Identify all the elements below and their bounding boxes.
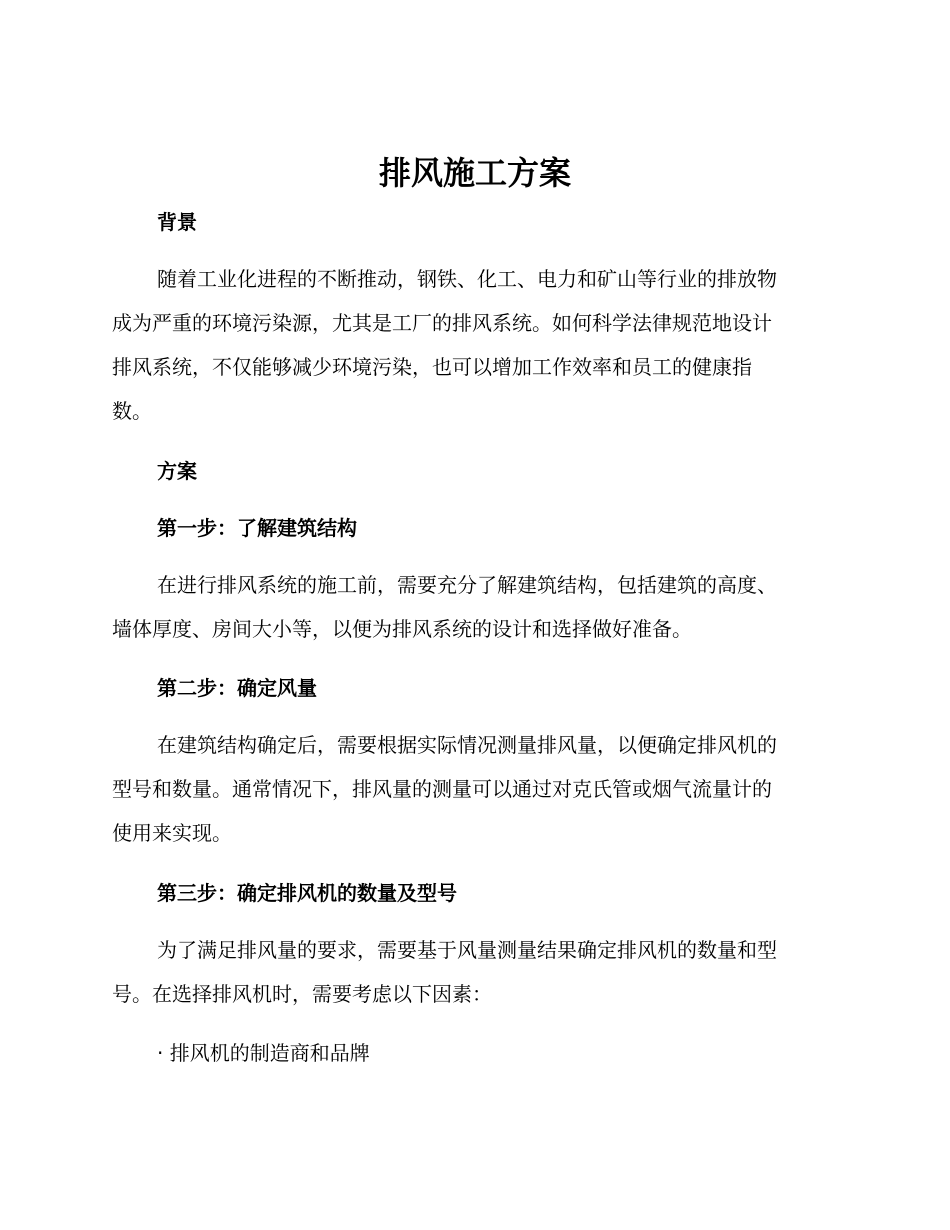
paragraph-line: 数。 bbox=[112, 399, 152, 423]
step1-heading: 第一步：了解建筑结构 bbox=[157, 516, 357, 540]
background-paragraph bbox=[112, 257, 834, 433]
paragraph-line: 排风系统，不仅能够减少环境污染，也可以增加工作效率和员工的健康指 bbox=[112, 355, 752, 379]
paragraph-line: 型号和数量。通常情况下，排风量的测量可以通过对克氏管或烟气流量计的 bbox=[112, 777, 772, 801]
paragraph-line: 成为严重的环境污染源，尤其是工厂的排风系统。如何科学法律规范地设计 bbox=[112, 311, 772, 335]
paragraph-line: 为了满足排风量的要求，需要基于风量测量结果确定排风机的数量和型 bbox=[157, 938, 777, 962]
paragraph-line: 随着工业化进程的不断推动，钢铁、化工、电力和矿山等行业的排放物 bbox=[157, 267, 777, 291]
step3-heading: 第三步：确定排风机的数量及型号 bbox=[157, 881, 457, 905]
paragraph-line: 墙体厚度、房间大小等，以便为排风系统的设计和选择做好准备。 bbox=[112, 617, 692, 641]
bullet-item: · 排风机的制造商和品牌 bbox=[157, 1041, 370, 1065]
step2-heading: 第二步：确定风量 bbox=[157, 676, 317, 700]
document-title: 排风施工方案 bbox=[378, 154, 571, 192]
step3-paragraph bbox=[112, 928, 834, 1016]
step2-paragraph bbox=[112, 723, 834, 855]
section-heading-background: 背景 bbox=[157, 210, 197, 234]
paragraph-line: 使用来实现。 bbox=[112, 821, 232, 845]
paragraph-line: 在进行排风系统的施工前，需要充分了解建筑结构，包括建筑的高度、 bbox=[157, 573, 777, 597]
paragraph-line: 在建筑结构确定后，需要根据实际情况测量排风量，以便确定排风机的 bbox=[157, 733, 777, 757]
step1-paragraph bbox=[112, 563, 834, 651]
section-heading-plan: 方案 bbox=[157, 459, 197, 483]
paragraph-line: 号。在选择排风机时，需要考虑以下因素： bbox=[112, 982, 492, 1006]
